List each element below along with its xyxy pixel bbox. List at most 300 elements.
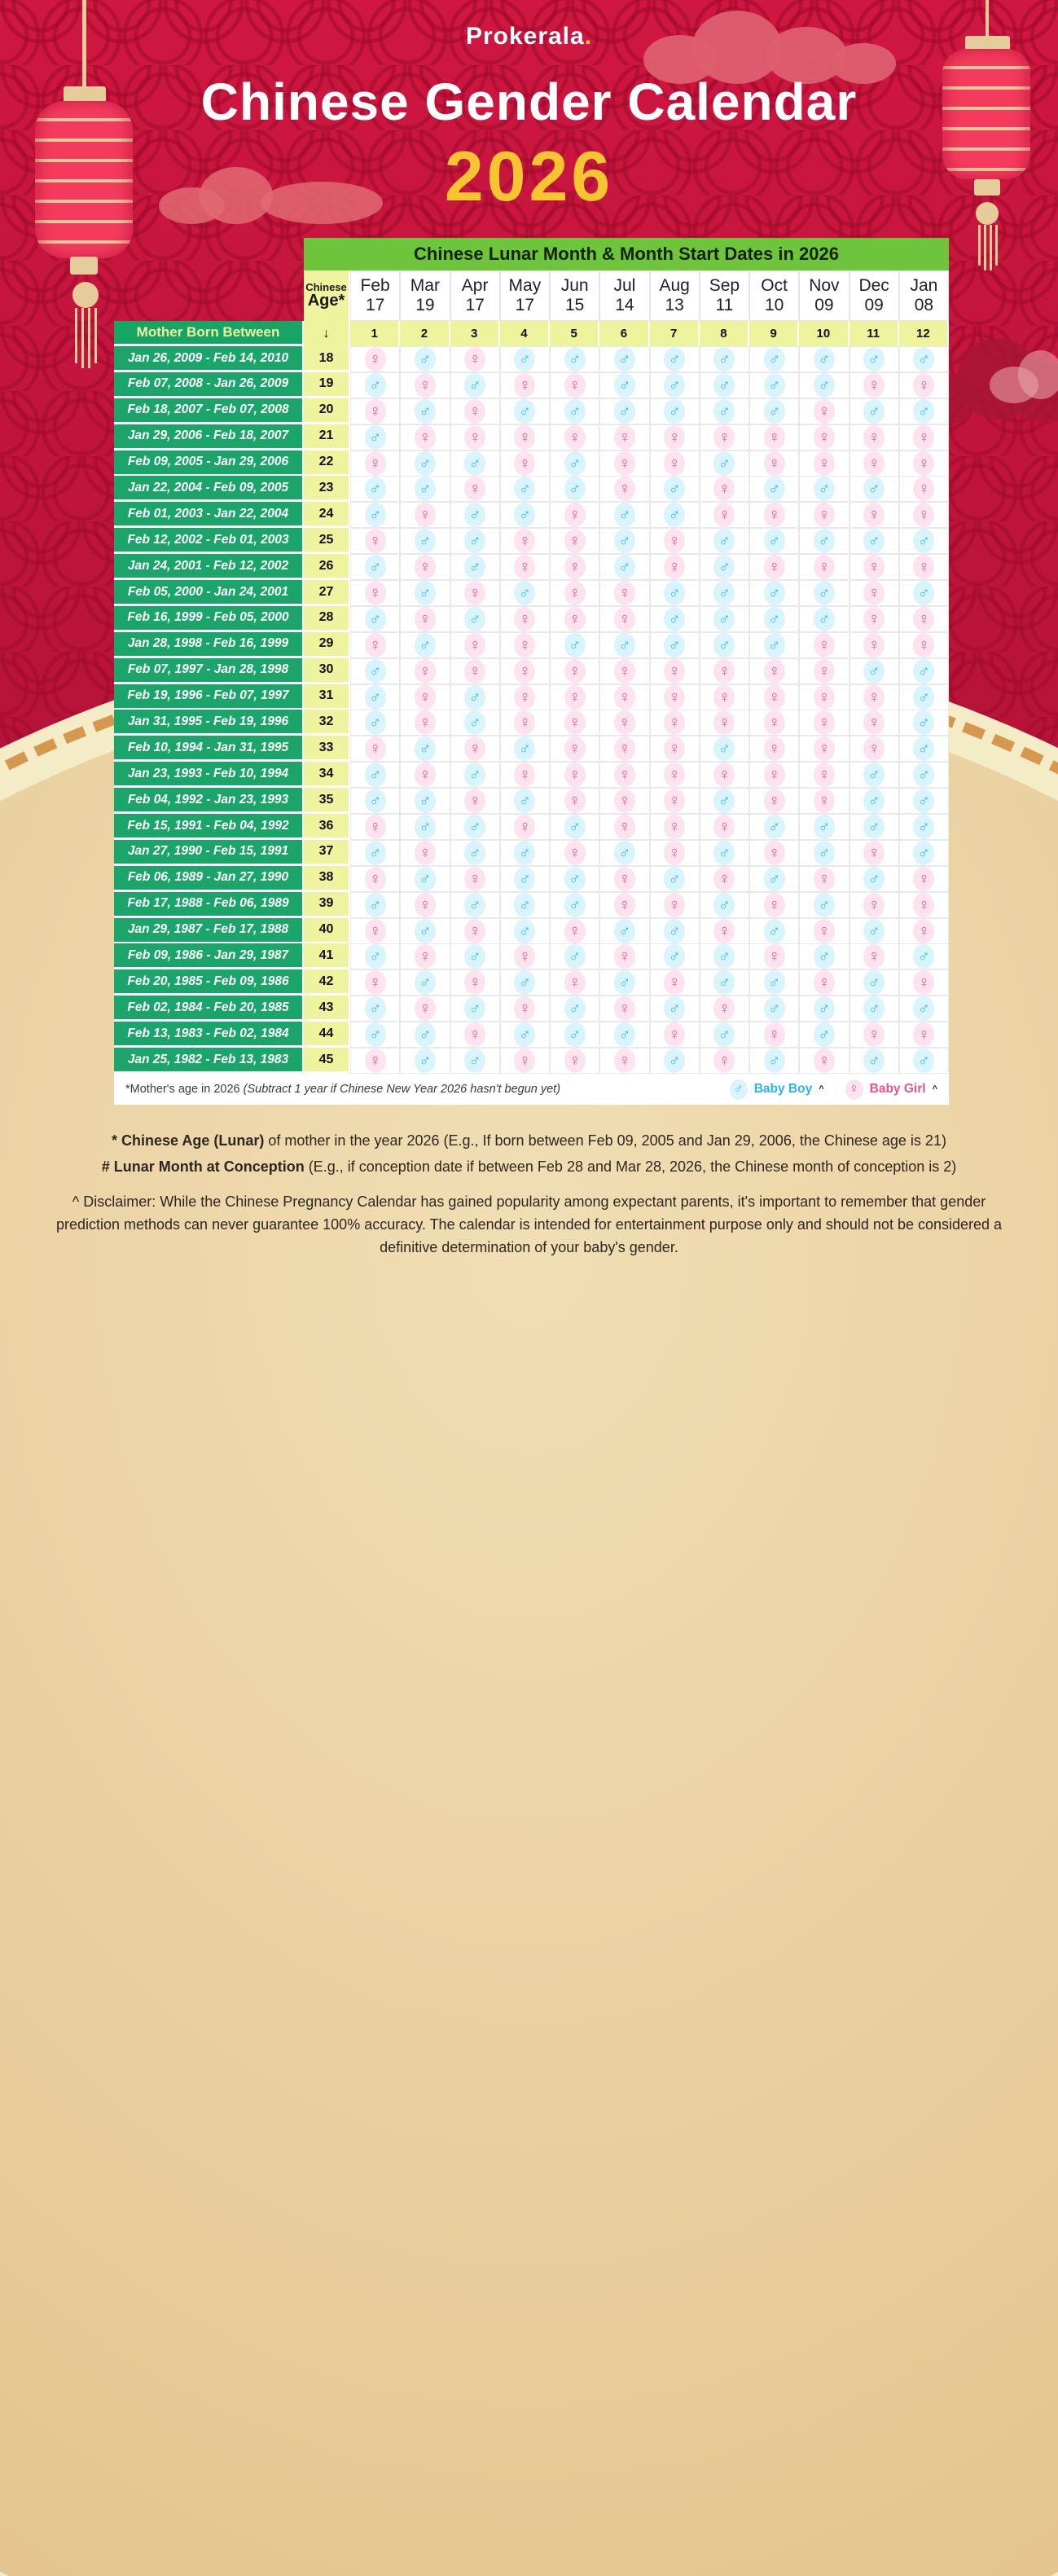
male-icon: ♂: [764, 633, 785, 657]
gender-cell-girl: [700, 502, 749, 528]
month-number-cell: 3: [450, 321, 500, 346]
gender-cell-boy: [849, 969, 899, 996]
gender-cell-girl: [849, 1022, 899, 1048]
male-icon: ♂: [913, 763, 934, 787]
male-icon: ♂: [564, 893, 586, 917]
male-icon: ♂: [614, 1022, 635, 1047]
male-icon: ♂: [814, 529, 835, 553]
born-range-cell: Feb 05, 2000 - Jan 24, 2001: [114, 580, 304, 606]
male-icon: ♂: [814, 347, 835, 371]
table-row: [114, 814, 949, 840]
gender-cell-boy: [899, 346, 949, 372]
gender-cell-girl: [500, 710, 550, 736]
gender-cell-girl: [700, 476, 749, 502]
gender-cell-girl: [849, 943, 899, 969]
gender-cell-boy: [350, 788, 400, 814]
table-row: [114, 580, 949, 606]
male-icon: ♂: [913, 581, 934, 605]
gender-cell-girl: [899, 892, 949, 918]
footnote-plain: *Mother's age in 2026: [125, 1083, 244, 1096]
female-icon: ♀: [764, 425, 785, 450]
gender-cell-boy: [550, 451, 599, 477]
male-icon: ♂: [863, 1048, 885, 1073]
gender-cell-boy: [450, 451, 500, 477]
male-icon: ♂: [614, 529, 635, 553]
female-icon: ♀: [564, 789, 586, 813]
gender-cell-girl: [400, 606, 450, 632]
male-icon: ♂: [415, 1048, 436, 1073]
male-icon: ♂: [415, 581, 436, 605]
gender-cell-boy: [550, 892, 599, 918]
gender-cell-boy: [599, 528, 649, 554]
gender-cell-girl: [799, 398, 849, 424]
male-icon: ♂: [514, 736, 535, 761]
gender-cell-boy: [700, 840, 749, 866]
male-icon: ♂: [564, 944, 586, 969]
female-icon: ♀: [664, 789, 685, 813]
female-icon: ♀: [764, 763, 785, 787]
male-icon: ♂: [415, 736, 436, 761]
male-icon: ♂: [764, 867, 785, 891]
month-number-cell: 10: [799, 321, 849, 346]
male-icon: ♂: [863, 659, 885, 684]
down-arrow-icon: ↓: [304, 321, 350, 346]
gender-cell-boy: [749, 346, 799, 372]
male-icon: ♂: [415, 451, 436, 476]
gender-cell-girl: [749, 788, 799, 814]
female-icon: ♀: [664, 841, 685, 865]
gender-cell-girl: [599, 1048, 649, 1074]
gender-cell-boy: [749, 866, 799, 892]
female-icon: ♀: [764, 736, 785, 761]
female-icon: ♀: [764, 659, 785, 684]
male-icon: ♂: [514, 893, 535, 917]
gender-cell-boy: [650, 943, 700, 969]
female-icon: ♀: [713, 996, 735, 1021]
gender-cell-boy: [450, 710, 500, 736]
female-icon: ♀: [614, 815, 635, 839]
male-icon: ♂: [415, 529, 436, 553]
gender-cell-girl: [550, 736, 599, 762]
month-number-cell: 11: [849, 321, 899, 346]
male-icon: ♂: [664, 347, 685, 371]
month-header-cell: Jun 15: [550, 270, 599, 321]
male-icon: ♂: [713, 529, 735, 553]
female-icon: ♀: [564, 607, 586, 631]
male-icon: ♂: [664, 919, 685, 943]
male-icon: ♂: [514, 503, 535, 527]
gender-cell-boy: [450, 528, 500, 554]
age-cell: 22: [304, 451, 350, 477]
male-icon: ♂: [863, 919, 885, 943]
male-icon: ♂: [464, 373, 485, 398]
male-icon: ♂: [664, 503, 685, 527]
gender-cell-boy: [899, 710, 949, 736]
data-rows: [114, 346, 949, 1074]
female-icon: ♀: [664, 710, 685, 735]
age-cell: 21: [304, 424, 350, 451]
female-icon: ♀: [814, 399, 835, 424]
table-row: [114, 1022, 949, 1048]
logo-dot: .: [584, 23, 593, 50]
female-icon: ♀: [415, 659, 436, 684]
gender-cell-boy: [350, 476, 400, 502]
female-icon: ♀: [464, 347, 485, 371]
gender-cell-boy: [799, 840, 849, 866]
male-icon: ♂: [614, 373, 635, 398]
gender-cell-girl: [849, 840, 899, 866]
gender-cell-girl: [599, 476, 649, 502]
male-icon: ♂: [365, 477, 386, 501]
gender-cell-boy: [650, 632, 700, 658]
male-icon: ♂: [664, 867, 685, 891]
age-cell: 34: [304, 762, 350, 788]
gender-cell-boy: [899, 762, 949, 788]
female-icon: ♀: [514, 685, 535, 710]
table-row: [114, 1048, 949, 1074]
gender-cell-girl: [400, 424, 450, 451]
gender-cell-boy: [849, 788, 899, 814]
gender-cell-boy: [799, 476, 849, 502]
gender-cell-girl: [700, 996, 749, 1022]
gender-cell-girl: [400, 943, 450, 969]
female-icon: ♀: [913, 1022, 934, 1047]
gender-cell-girl: [350, 1048, 400, 1074]
female-icon: ♀: [713, 815, 735, 839]
gender-cell-boy: [350, 372, 400, 398]
gender-cell-boy: [899, 1048, 949, 1074]
male-icon: ♂: [713, 633, 735, 657]
male-icon: ♂: [564, 633, 586, 657]
female-icon: ♀: [664, 555, 685, 579]
female-icon: ♀: [464, 970, 485, 995]
female-icon: ♀: [713, 503, 735, 527]
female-icon: ♀: [863, 633, 885, 657]
gender-cell-boy: [749, 398, 799, 424]
female-icon: ♀: [913, 477, 934, 501]
female-icon: ♀: [863, 944, 885, 969]
gender-cell-girl: [599, 580, 649, 606]
gender-cell-girl: [550, 1048, 599, 1074]
gender-cell-girl: [350, 918, 400, 944]
age-cell: 24: [304, 502, 350, 528]
male-icon: ♂: [365, 373, 386, 398]
female-icon: ♀: [863, 373, 885, 398]
gender-cell-girl: [450, 398, 500, 424]
gender-cell-girl: [899, 866, 949, 892]
gender-cell-girl: [799, 502, 849, 528]
female-icon: ♀: [365, 970, 386, 995]
female-icon: ♀: [713, 685, 735, 710]
baby-girl-icon: ♀: [845, 1079, 863, 1100]
gender-cell-girl: [650, 840, 700, 866]
male-icon: ♂: [415, 477, 436, 501]
gender-cell-girl: [749, 502, 799, 528]
gender-cell-boy: [799, 892, 849, 918]
gender-cell-boy: [650, 502, 700, 528]
born-range-cell: Feb 07, 2008 - Jan 26, 2009: [114, 372, 304, 398]
gender-cell-girl: [599, 866, 649, 892]
born-range-cell: Feb 09, 2005 - Jan 29, 2006: [114, 451, 304, 477]
female-icon: ♀: [764, 503, 785, 527]
gender-cell-girl: [749, 736, 799, 762]
female-icon: ♀: [664, 685, 685, 710]
gender-cell-girl: [650, 969, 700, 996]
male-icon: ♂: [464, 503, 485, 527]
table-row: [114, 710, 949, 736]
gender-cell-boy: [450, 502, 500, 528]
male-icon: ♂: [713, 451, 735, 476]
male-icon: ♂: [713, 841, 735, 865]
gender-cell-boy: [749, 1048, 799, 1074]
gender-cell-boy: [849, 996, 899, 1022]
gender-cell-girl: [400, 372, 450, 398]
gender-cell-boy: [849, 1048, 899, 1074]
gender-cell-girl: [400, 658, 450, 684]
gender-cell-boy: [849, 398, 899, 424]
gender-cell-boy: [899, 580, 949, 606]
male-icon: ♂: [614, 633, 635, 657]
gender-cell-boy: [599, 398, 649, 424]
gender-cell-boy: [400, 476, 450, 502]
gender-cell-girl: [450, 1022, 500, 1048]
female-icon: ♀: [863, 503, 885, 527]
male-icon: ♂: [913, 944, 934, 969]
born-range-cell: Feb 12, 2002 - Feb 01, 2003: [114, 528, 304, 554]
gender-cell-boy: [450, 684, 500, 710]
gender-cell-boy: [599, 502, 649, 528]
gender-cell-girl: [849, 372, 899, 398]
female-icon: ♀: [664, 1022, 685, 1047]
age-cell: 30: [304, 658, 350, 684]
age-cell: 36: [304, 814, 350, 840]
gender-cell-boy: [749, 969, 799, 996]
gender-cell-girl: [749, 451, 799, 477]
gender-cell-boy: [799, 580, 849, 606]
male-icon: ♂: [464, 529, 485, 553]
male-icon: ♂: [514, 399, 535, 424]
age-cell: 18: [304, 346, 350, 372]
male-icon: ♂: [713, 970, 735, 995]
gender-cell-boy: [700, 451, 749, 477]
gender-cell-girl: [700, 424, 749, 451]
female-icon: ♀: [614, 893, 635, 917]
gender-cell-boy: [799, 528, 849, 554]
male-icon: ♂: [713, 581, 735, 605]
male-icon: ♂: [814, 944, 835, 969]
female-icon: ♀: [713, 659, 735, 684]
age-cell: 29: [304, 632, 350, 658]
female-icon: ♀: [464, 425, 485, 450]
gender-cell-boy: [350, 658, 400, 684]
female-icon: ♀: [614, 581, 635, 605]
male-icon: ♂: [514, 347, 535, 371]
gender-cell-girl: [799, 710, 849, 736]
gender-cell-boy: [450, 814, 500, 840]
female-icon: ♀: [514, 529, 535, 553]
male-icon: ♂: [913, 659, 934, 684]
female-icon: ♀: [564, 736, 586, 761]
gender-cell-boy: [899, 684, 949, 710]
female-icon: ♀: [564, 970, 586, 995]
female-icon: ♀: [664, 425, 685, 450]
female-icon: ♀: [764, 1022, 785, 1047]
male-icon: ♂: [913, 789, 934, 813]
gender-cell-boy: [450, 372, 500, 398]
male-icon: ♂: [814, 607, 835, 631]
gender-cell-girl: [849, 684, 899, 710]
month-number-cell: 4: [500, 321, 550, 346]
gender-cell-girl: [400, 502, 450, 528]
male-icon: ♂: [764, 347, 785, 371]
female-icon: ♀: [913, 425, 934, 450]
gender-cell-girl: [650, 788, 700, 814]
gender-cell-girl: [450, 736, 500, 762]
female-icon: ♀: [365, 529, 386, 553]
gender-cell-girl: [450, 424, 500, 451]
male-icon: ♂: [614, 919, 635, 943]
gender-cell-boy: [500, 866, 550, 892]
gender-cell-boy: [350, 606, 400, 632]
gender-cell-boy: [599, 918, 649, 944]
female-icon: ♀: [863, 736, 885, 761]
gender-cell-boy: [700, 580, 749, 606]
born-range-cell: Feb 20, 1985 - Feb 09, 1986: [114, 969, 304, 996]
gender-cell-girl: [550, 918, 599, 944]
gender-cell-girl: [700, 762, 749, 788]
gender-cell-girl: [849, 424, 899, 451]
male-icon: ♂: [415, 867, 436, 891]
age-cell: 35: [304, 788, 350, 814]
gender-cell-girl: [849, 554, 899, 580]
female-icon: ♀: [564, 763, 586, 787]
born-range-cell: Feb 13, 1983 - Feb 02, 1984: [114, 1022, 304, 1048]
gender-cell-girl: [550, 554, 599, 580]
male-icon: ♂: [863, 815, 885, 839]
gender-cell-boy: [500, 1022, 550, 1048]
male-icon: ♂: [764, 607, 785, 631]
month-number-cell: 9: [749, 321, 799, 346]
gender-cell-girl: [849, 710, 899, 736]
gender-cell-girl: [849, 580, 899, 606]
female-icon: ♀: [564, 503, 586, 527]
gender-cell-boy: [849, 528, 899, 554]
gender-cell-girl: [350, 346, 400, 372]
gender-cell-boy: [599, 346, 649, 372]
female-icon: ♀: [614, 996, 635, 1021]
gender-cell-girl: [700, 710, 749, 736]
female-icon: ♀: [614, 451, 635, 476]
male-icon: ♂: [464, 841, 485, 865]
age-cell: 44: [304, 1022, 350, 1048]
gender-cell-boy: [400, 346, 450, 372]
female-icon: ♀: [713, 710, 735, 735]
male-icon: ♂: [713, 607, 735, 631]
gender-cell-boy: [849, 346, 899, 372]
gender-cell-girl: [799, 554, 849, 580]
gender-cell-boy: [350, 502, 400, 528]
gender-cell-girl: [599, 684, 649, 710]
gender-cell-girl: [799, 684, 849, 710]
gender-cell-boy: [500, 969, 550, 996]
male-icon: ♂: [564, 996, 586, 1021]
female-icon: ♀: [664, 970, 685, 995]
gender-cell-girl: [599, 943, 649, 969]
female-icon: ♀: [814, 633, 835, 657]
gender-cell-girl: [550, 969, 599, 996]
female-icon: ♀: [664, 893, 685, 917]
female-icon: ♀: [913, 919, 934, 943]
gender-cell-girl: [899, 554, 949, 580]
female-icon: ♀: [863, 841, 885, 865]
table-row: [114, 398, 949, 424]
gender-cell-boy: [400, 632, 450, 658]
female-icon: ♀: [814, 659, 835, 684]
age-cell: 39: [304, 892, 350, 918]
male-icon: ♂: [913, 399, 934, 424]
gender-cell-boy: [749, 372, 799, 398]
male-icon: ♂: [913, 529, 934, 553]
gender-cell-boy: [550, 476, 599, 502]
gender-cell-girl: [500, 996, 550, 1022]
gender-cell-girl: [500, 1048, 550, 1074]
female-icon: ♀: [564, 710, 586, 735]
male-icon: ♂: [464, 1048, 485, 1073]
gender-cell-girl: [899, 502, 949, 528]
gender-cell-boy: [849, 762, 899, 788]
gender-cell-boy: [400, 398, 450, 424]
male-icon: ♂: [713, 1022, 735, 1047]
gender-cell-boy: [400, 918, 450, 944]
male-icon: ♂: [814, 996, 835, 1021]
gender-cell-girl: [350, 398, 400, 424]
gender-cell-girl: [550, 710, 599, 736]
age-cell: 43: [304, 996, 350, 1022]
gender-cell-girl: [799, 866, 849, 892]
female-icon: ♀: [564, 841, 586, 865]
female-icon: ♀: [514, 555, 535, 579]
born-range-cell: Feb 07, 1997 - Jan 28, 1998: [114, 658, 304, 684]
male-icon: ♂: [664, 1048, 685, 1073]
female-icon: ♀: [863, 607, 885, 631]
gender-cell-boy: [849, 658, 899, 684]
gender-cell-girl: [650, 814, 700, 840]
age-cell: 27: [304, 580, 350, 606]
female-icon: ♀: [614, 685, 635, 710]
gender-cell-girl: [500, 451, 550, 477]
male-icon: ♂: [365, 893, 386, 917]
male-icon: ♂: [564, 867, 586, 891]
gender-cell-girl: [350, 632, 400, 658]
gender-cell-girl: [650, 892, 700, 918]
chinese-age-note: * Chinese Age (Lunar) of mother in the year 2026 (E.g., If born between Feb 09, 2005 and Jan 29, 2006, the Chinese age is 21): [112, 1132, 946, 1149]
female-icon: ♀: [764, 710, 785, 735]
gender-cell-girl: [500, 606, 550, 632]
female-icon: ♀: [415, 555, 436, 579]
male-icon: ♂: [415, 399, 436, 424]
gender-cell-girl: [400, 840, 450, 866]
gender-cell-girl: [450, 969, 500, 996]
female-icon: ♀: [415, 503, 436, 527]
gender-cell-boy: [350, 1022, 400, 1048]
gender-cell-girl: [350, 580, 400, 606]
gender-cell-boy: [749, 476, 799, 502]
female-icon: ♀: [913, 893, 934, 917]
gender-cell-boy: [400, 814, 450, 840]
female-icon: ♀: [814, 867, 835, 891]
female-icon: ♀: [415, 841, 436, 865]
male-icon: ♂: [814, 815, 835, 839]
